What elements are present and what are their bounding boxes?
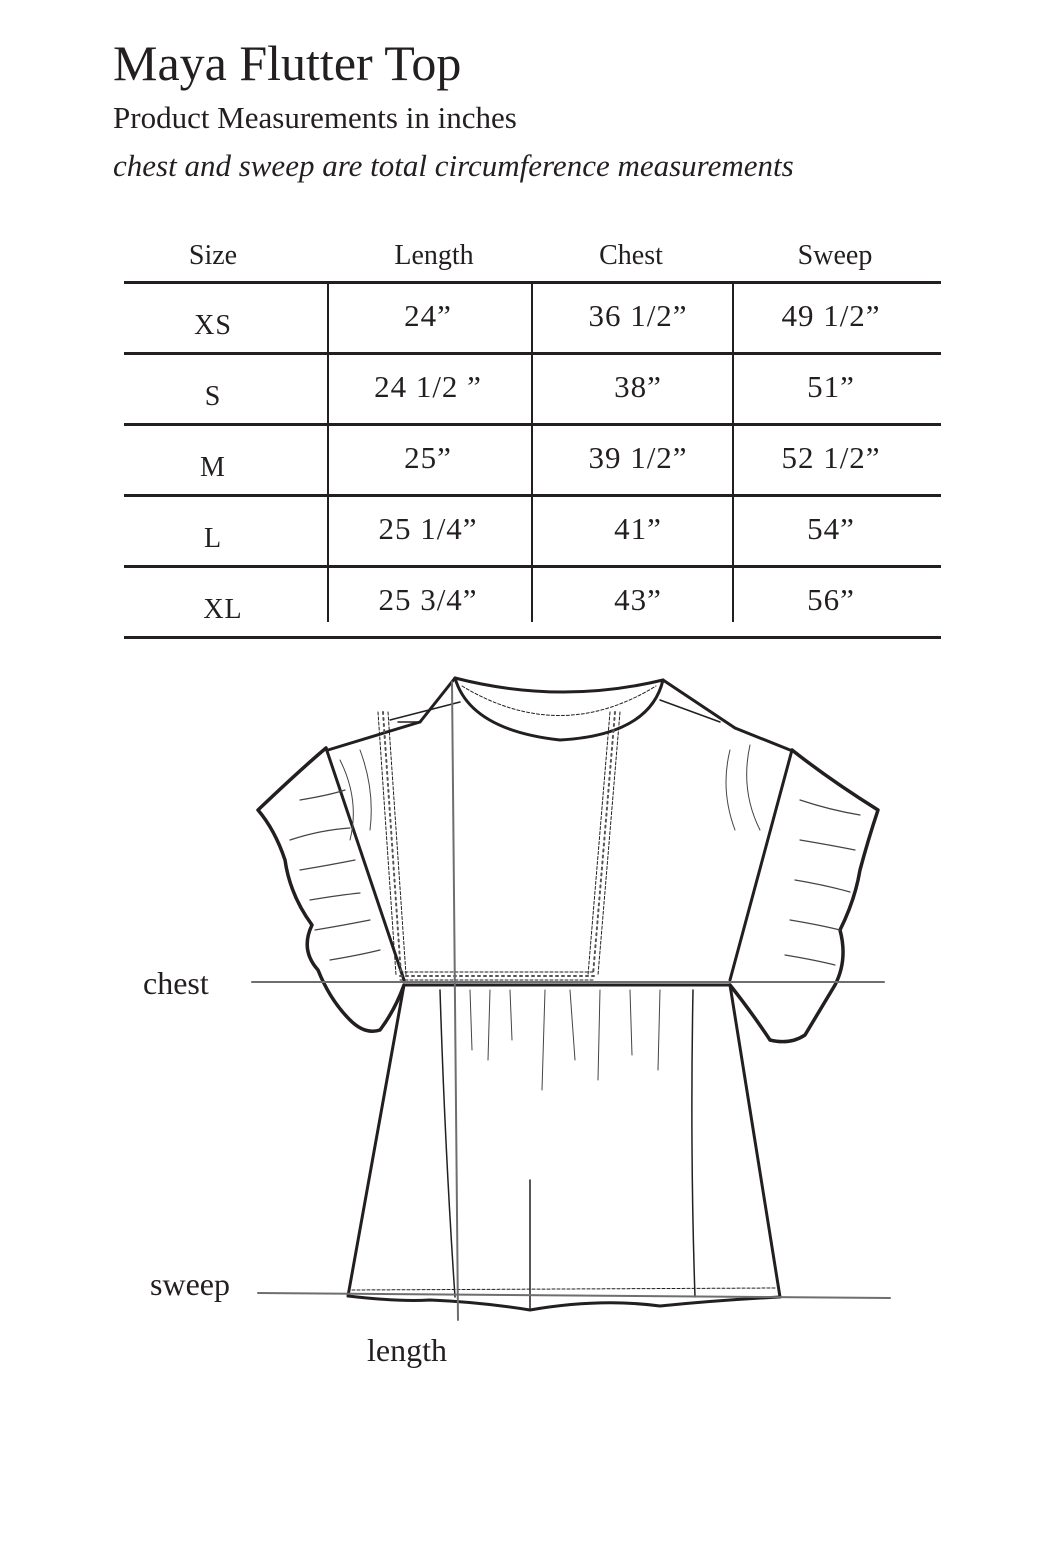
cell-chest: 39 1/2” <box>588 440 688 475</box>
column-header-chest: Chest <box>599 240 663 271</box>
column-header-size: Size <box>188 240 238 271</box>
cell-sweep: 54” <box>807 511 855 546</box>
cell-length: 25 1/4” <box>378 511 478 546</box>
measurement-note: chest and sweep are total circumference measurements <box>113 148 794 183</box>
cell-sweep: 52 1/2” <box>781 440 881 475</box>
cell-chest: 38” <box>614 369 662 404</box>
chest-label: chest <box>143 965 209 1001</box>
length-label: length <box>367 1332 447 1368</box>
column-header-length: Length <box>394 240 474 271</box>
cell-chest: 43” <box>614 582 662 617</box>
cell-size: S <box>204 381 222 412</box>
cell-length: 24” <box>404 298 452 333</box>
cell-size: M <box>200 452 226 483</box>
column-header-sweep: Sweep <box>797 240 873 271</box>
page-subtitle: Product Measurements in inches <box>113 100 517 135</box>
cell-size: XS <box>194 310 232 341</box>
cell-length: 25” <box>404 440 452 475</box>
page-title: Maya Flutter Top <box>113 35 462 91</box>
cell-length: 25 3/4” <box>378 582 478 617</box>
cell-sweep: 51” <box>807 369 855 404</box>
cell-size: L <box>203 523 223 554</box>
sweep-label: sweep <box>150 1266 230 1302</box>
cell-size: XL <box>203 594 243 625</box>
cell-sweep: 49 1/2” <box>781 298 881 333</box>
cell-chest: 36 1/2” <box>588 298 688 333</box>
cell-chest: 41” <box>614 511 662 546</box>
cell-sweep: 56” <box>807 582 855 617</box>
cell-length: 24 1/2 ” <box>374 369 482 404</box>
